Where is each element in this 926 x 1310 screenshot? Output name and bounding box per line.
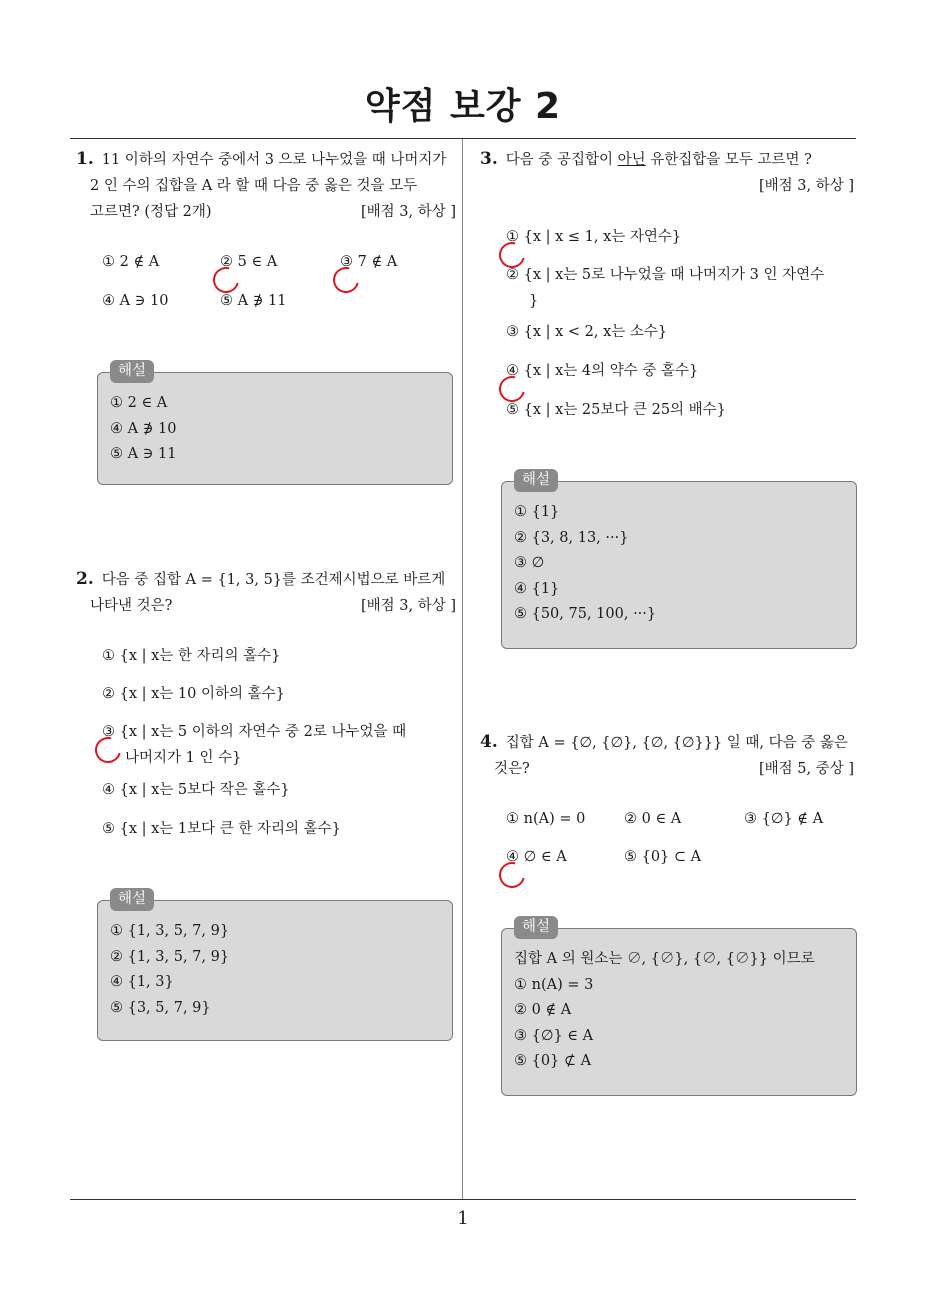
- explanation-line: ⑤ {3, 5, 7, 9}: [110, 999, 211, 1016]
- question-text: 집합 A = {∅, {∅}, {∅, {∅}}} 일 때, 다음 중 옳은: [505, 735, 848, 751]
- page-number: 1: [457, 1208, 469, 1229]
- option-text: ④ {x | x는 4의 약수 중 홀수}: [506, 363, 699, 379]
- score-label: [배점 3, 하상 ]: [758, 178, 854, 194]
- column-divider: [462, 139, 463, 1199]
- explanation-tag: 해설: [110, 888, 154, 911]
- underlined-word: 아닌: [617, 152, 646, 168]
- question-number: 3.: [480, 149, 498, 169]
- explanation-line: ① {1}: [514, 504, 560, 520]
- option-3[interactable]: [340, 250, 397, 274]
- option-text: ① {x | x ≤ 1, x는 자연수}: [506, 229, 682, 245]
- option-3[interactable]: [102, 720, 406, 744]
- bottom-rule: [70, 1199, 856, 1200]
- option-4[interactable]: ④ {x | x는 5보다 작은 홀수}: [102, 782, 290, 798]
- explanation-line: ④ {1, 3}: [110, 974, 174, 990]
- explanation-tag: 해설: [514, 916, 558, 939]
- option-text: ③ 7 ∉ A: [340, 254, 398, 270]
- question-text: 2 인 수의 집합을 A 라 할 때 다음 중 옳은 것을 모두: [90, 178, 418, 194]
- score-label: [배점 3, 하상 ]: [360, 204, 456, 220]
- question-1: [76, 146, 456, 225]
- explanation-line: ① 2 ∈ A: [110, 395, 168, 411]
- question-2: [76, 566, 456, 619]
- explanation-box-1: [97, 363, 453, 485]
- score-label: [배점 5, 중상 ]: [758, 761, 854, 777]
- explanation-line: ⑤ {0} ⊄ A: [514, 1053, 592, 1069]
- option-4[interactable]: [506, 359, 698, 383]
- option-3[interactable]: ③ {x | x < 2, x는 소수}: [506, 324, 668, 340]
- option-text: ④ ∅ ∈ A: [506, 849, 567, 865]
- explanation-line: ④ A ∌ 10: [110, 420, 177, 437]
- question-4: [480, 729, 858, 782]
- explanation-tag: 해설: [514, 469, 558, 492]
- explanation-line: ② {3, 8, 13, ···}: [514, 529, 629, 546]
- option-4[interactable]: ④ A ∋ 10: [102, 293, 169, 309]
- option-2[interactable]: ② {x | x는 5로 나누었을 때 나머지가 3 인 자연수: [506, 267, 825, 283]
- explanation-tag: 해설: [110, 360, 154, 383]
- option-3[interactable]: ③ {∅} ∉ A: [744, 811, 824, 827]
- question-number: 4.: [480, 732, 498, 752]
- option-2-continued: }: [529, 293, 539, 309]
- question-text: 나타낸 것은?: [90, 598, 173, 614]
- option-5[interactable]: ⑤ {x | x는 25보다 큰 25의 배수}: [506, 402, 726, 418]
- option-text: ② 5 ∈ A: [220, 254, 278, 270]
- explanation-line: 집합 A 의 원소는 ∅, {∅}, {∅, {∅}} 이므로: [514, 951, 815, 967]
- explanation-box-3: [501, 472, 857, 649]
- explanation-line: ① n(A) = 3: [514, 976, 594, 993]
- question-text: 유한집합을 모두 고르면 ?: [645, 152, 812, 168]
- option-1[interactable]: ① {x | x는 한 자리의 홀수}: [102, 648, 281, 664]
- option-text: ③ {x | x는 5 이하의 자연수 중 2로 나누었을 때: [102, 724, 407, 740]
- explanation-box-4: [501, 919, 857, 1096]
- explanation-line: ③ ∅: [514, 555, 545, 571]
- option-5[interactable]: ⑤ A ∌ 11: [220, 293, 287, 309]
- question-text: 것은?: [494, 761, 530, 777]
- explanation-box-2: [97, 891, 453, 1041]
- option-4[interactable]: [506, 845, 567, 869]
- question-text: 다음 중 공집합이: [505, 152, 618, 168]
- question-number: 1.: [76, 149, 94, 169]
- option-1[interactable]: ① n(A) = 0: [506, 811, 586, 827]
- option-1[interactable]: [506, 225, 681, 249]
- explanation-line: ② {1, 3, 5, 7, 9}: [110, 948, 230, 965]
- question-3: [480, 146, 854, 199]
- explanation-line: ③ {∅} ∈ A: [514, 1027, 594, 1044]
- explanation-line: ④ {1}: [514, 580, 560, 597]
- question-text: 다음 중 집합 A = {1, 3, 5}를 조건제시법으로 바르게: [101, 572, 446, 588]
- top-rule: [70, 138, 856, 139]
- option-5[interactable]: ⑤ {x | x는 1보다 큰 한 자리의 홀수}: [102, 821, 341, 837]
- explanation-line: ① {1, 3, 5, 7, 9}: [110, 923, 230, 939]
- page-title: 약점 보강 2: [364, 86, 562, 127]
- score-label: [배점 3, 하상 ]: [360, 598, 456, 614]
- option-5[interactable]: ⑤ {0} ⊂ A: [624, 849, 702, 865]
- question-text: 11 이하의 자연수 중에서 3 으로 나누었을 때 나머지가: [101, 152, 447, 168]
- option-2[interactable]: ② 0 ∈ A: [624, 811, 682, 827]
- option-1[interactable]: ① 2 ∉ A: [102, 254, 160, 270]
- explanation-line: ⑤ A ∋ 11: [110, 446, 177, 462]
- question-text: 고르면? (정답 2개): [90, 204, 212, 220]
- option-3-continued: 나머지가 1 인 수}: [125, 750, 242, 766]
- option-2[interactable]: [220, 250, 277, 274]
- option-2[interactable]: ② {x | x는 10 이하의 홀수}: [102, 686, 285, 702]
- question-number: 2.: [76, 569, 94, 589]
- explanation-line: ② 0 ∉ A: [514, 1002, 572, 1018]
- explanation-line: ⑤ {50, 75, 100, ···}: [514, 606, 657, 622]
